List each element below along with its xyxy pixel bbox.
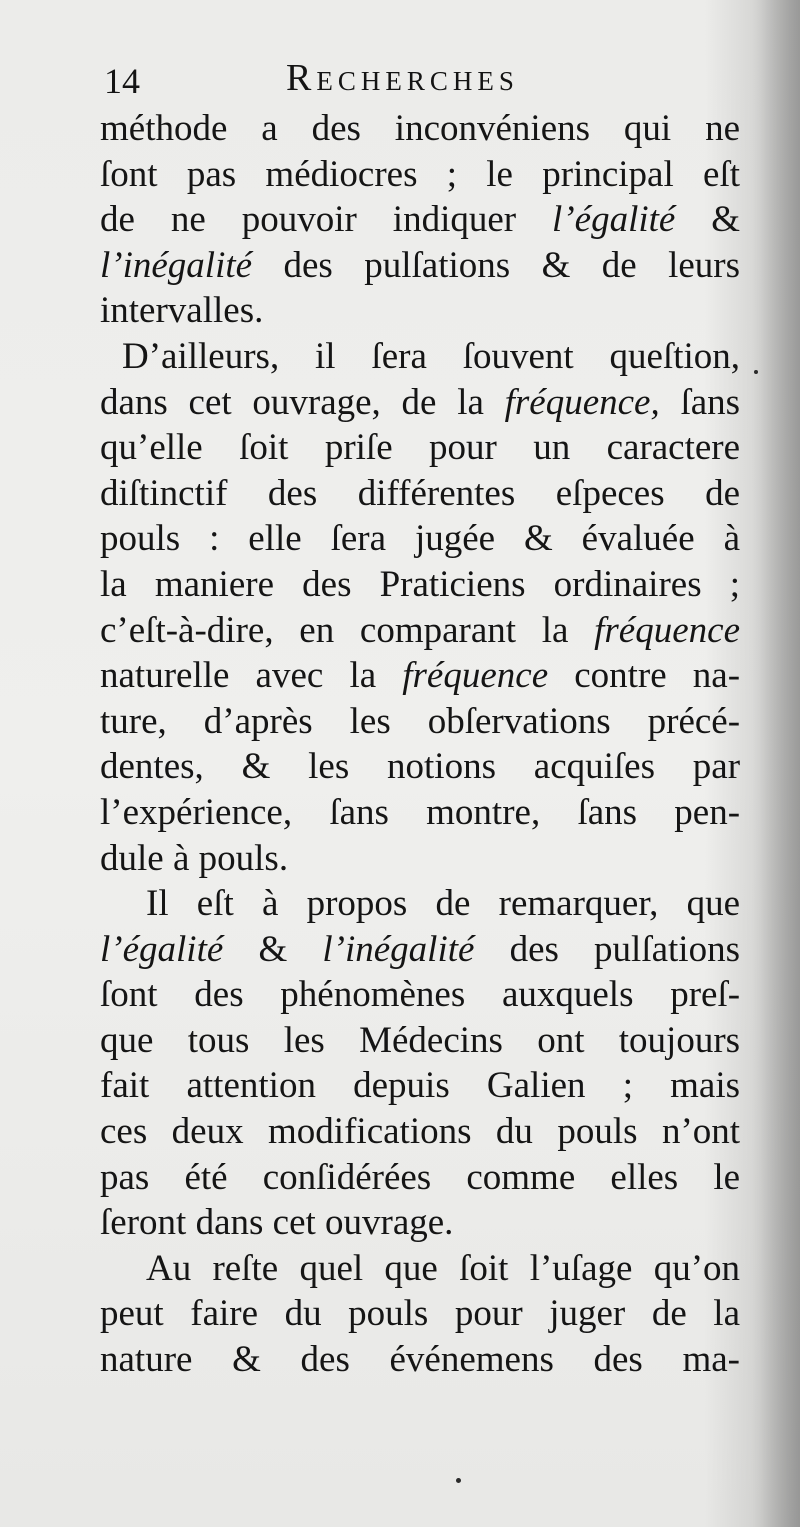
text-line: ſont pas médiocres ; le principal eſt <box>100 153 741 195</box>
italic-term: l’égalité <box>552 199 676 241</box>
italic-term: fréquence, <box>504 381 660 423</box>
text-line: qu’elle ſoit priſe pour un caractere <box>100 427 741 469</box>
margin-mark <box>754 370 758 374</box>
text-line: peut faire du pouls pour juger de la <box>100 1293 740 1335</box>
text-line: diſtinctif des différentes eſpeces de <box>100 472 741 514</box>
running-head: Recherches <box>286 57 519 99</box>
text-line: l’égalité & l’inégalité des pulſations <box>100 928 740 970</box>
text-line: ture, d’après les obſervations précé- <box>100 700 741 742</box>
paragraph-start-line: Au reſte quel que ſoit l’uſage qu’on <box>146 1247 741 1289</box>
body-text <box>100 106 740 1383</box>
text-line: que tous les Médecins ont toujours <box>100 1019 741 1061</box>
italic-term: fréquence <box>402 655 549 697</box>
text-line: ſont des phénomènes auxquels preſ- <box>100 974 741 1016</box>
text-line: de ne pouvoir indiquer l’égalité & <box>100 199 741 241</box>
text-line: nature & des événemens des ma- <box>100 1339 740 1381</box>
text-line: c’eſt-à-dire, en comparant la fréquence <box>100 609 740 651</box>
text-line: dans cet ouvrage, de la fréquence, ſans <box>100 381 741 423</box>
text-line: intervalles. <box>100 290 264 332</box>
text-line: la maniere des Praticiens ordinaires ; <box>100 563 741 605</box>
text-line: ſeront dans cet ouvrage. <box>100 1202 454 1244</box>
text-line: méthode a des inconvéniens qui ne <box>100 108 740 149</box>
text-line: dentes, & les notions acquiſes par <box>100 746 741 788</box>
text-line: ces deux modifications du pouls n’ont <box>100 1111 741 1153</box>
italic-term: l’inégalité <box>322 928 475 970</box>
paragraph-start-line: Il eſt à propos de remarquer, que <box>146 883 741 925</box>
text-line: fait attention depuis Galien ; mais <box>100 1065 741 1107</box>
page-header <box>100 56 740 104</box>
text-line: pas été conſidérées comme elles le <box>100 1156 741 1198</box>
page-edge-shadow <box>752 0 800 1527</box>
italic-term: fréquence <box>594 609 740 651</box>
italic-term: l’égalité <box>100 928 224 970</box>
text-line: pouls : elle ſera jugée & évaluée à <box>100 518 740 560</box>
text-line: naturelle avec la fréquence contre na- <box>100 655 741 697</box>
text-line: dule à pouls. <box>100 837 289 879</box>
text-line: l’inégalité des pulſations & de leurs <box>100 244 741 286</box>
text-line: l’expérience, ſans montre, ſans pen- <box>100 791 741 833</box>
italic-term: l’inégalité <box>100 244 253 286</box>
ink-speck <box>456 1478 461 1483</box>
page-number: 14 <box>104 61 140 101</box>
paragraph-start-line: D’ailleurs, il ſera ſouvent queſtion, <box>122 335 741 377</box>
